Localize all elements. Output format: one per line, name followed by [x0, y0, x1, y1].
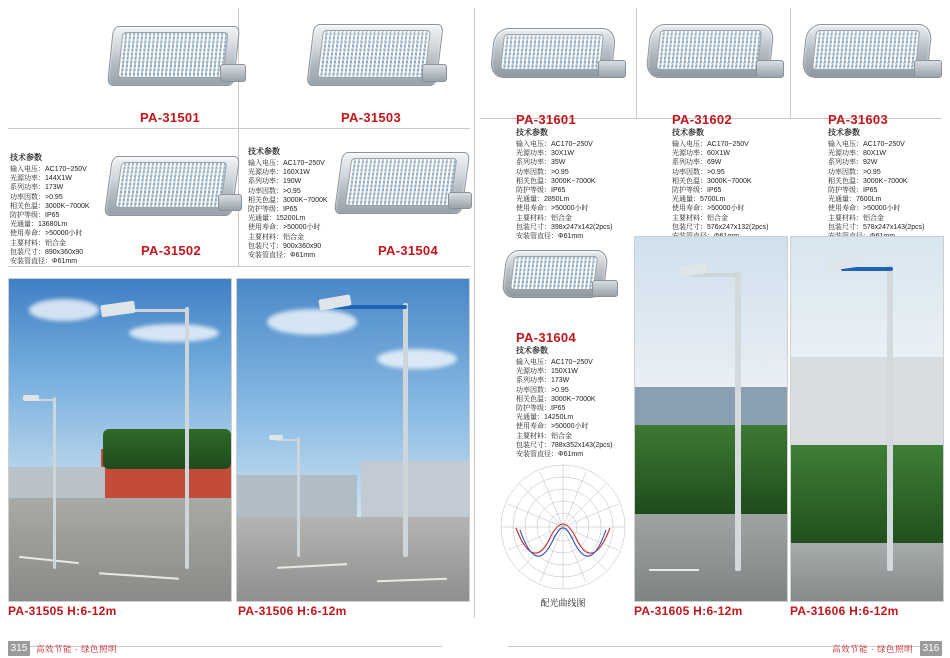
model-label-pa-31501: PA-31501	[140, 110, 200, 125]
lamp-arm	[598, 60, 626, 78]
spec-line: 输入电压：AC170~250V	[516, 359, 593, 366]
divider-center-vertical	[474, 8, 475, 618]
spec-line: 防护等级：IP65	[828, 187, 878, 195]
lamp-head	[269, 435, 283, 440]
model-label-pa-31502: PA-31502	[141, 243, 201, 258]
lamp-head	[23, 395, 39, 401]
lamp-pole	[735, 271, 741, 571]
scene-caption-pa-31506: PA-31506 H:6-12m	[238, 604, 347, 618]
product-image-pa-31501	[100, 8, 245, 98]
product-image-pa-31601	[486, 14, 626, 96]
road	[9, 498, 231, 601]
spec-block-pa-31604	[516, 345, 628, 459]
spec-line: 使用寿命：>50000小时	[828, 205, 901, 213]
spec-heading: 技术参数	[516, 346, 548, 355]
scene-caption-pa-31605: PA-31605 H:6-12m	[634, 604, 743, 618]
lamp-pole	[403, 303, 408, 557]
spec-line: 功率因数：>0.95	[516, 386, 569, 394]
model-label-pa-31601: PA-31601	[516, 112, 576, 127]
spec-line: 光源功率：30X1W	[516, 150, 574, 158]
lamp-arm	[592, 280, 618, 297]
lane-marking	[649, 569, 699, 571]
spec-line: 主要材料：铝合金	[10, 239, 66, 247]
spec-line: 包装尺寸：900x360x90	[248, 242, 322, 250]
spec-line: 输入电压：AC170~250V	[516, 141, 593, 148]
led-panel	[656, 30, 762, 70]
spec-line: 光源功率：144X1W	[10, 175, 72, 183]
lamp-pole	[297, 437, 300, 557]
spec-line: 使用寿命：>50000小时	[516, 423, 589, 431]
led-panel	[500, 34, 604, 70]
spec-line: 防护等级：IP65	[516, 405, 566, 413]
scene-caption-pa-31505: PA-31505 H:6-12m	[8, 604, 117, 618]
spec-heading: 技术参数	[10, 153, 42, 162]
scene-caption-pa-31606: PA-31606 H:6-12m	[790, 604, 899, 618]
spec-line: 光源功率：80X1W	[828, 150, 886, 158]
footer-slogan-left: 高效节能 · 绿色照明	[36, 644, 118, 654]
spec-line: 系列功率：69W	[672, 159, 722, 167]
scene-photo-pa-31606	[790, 236, 944, 602]
spec-line: 防护等级：IP65	[248, 206, 298, 214]
spec-line: 光通量：13680Lm	[10, 221, 68, 229]
spec-line: 包装尺寸：398x247x142(2pcs)	[516, 223, 613, 231]
spec-list	[10, 165, 110, 266]
lamp-arm	[448, 192, 472, 209]
tree-row	[103, 429, 231, 469]
spec-line: 包装尺寸：578x247x143(2pcs)	[828, 223, 925, 231]
spec-line: 包装尺寸：890x360x90	[10, 248, 84, 256]
spec-line: 主要材料：铝合金	[672, 214, 728, 222]
spec-block-pa-31502	[10, 152, 110, 266]
spec-line: 安装管直径：Φ61mm	[248, 252, 316, 260]
spec-line: 输入电压：AC170~250V	[672, 141, 749, 148]
page-number-right: 316	[920, 641, 942, 656]
spec-line: 安装管直径：Φ61mm	[516, 233, 584, 241]
lamp-arm	[756, 60, 784, 78]
lamp-arm	[422, 64, 447, 82]
spec-line: 相关色温：3000K~7000K	[248, 196, 328, 204]
spec-line: 光通量：14250Lm	[516, 414, 574, 422]
road	[791, 543, 943, 601]
spec-line: 输入电压：AC170~250V	[10, 166, 87, 173]
photometric-curve-diagram	[498, 462, 628, 592]
spec-line: 系列功率：190W	[248, 178, 302, 186]
spec-line: 系列功率：35W	[516, 159, 566, 167]
spec-line: 主要材料：铝合金	[248, 233, 304, 241]
spec-line: 包装尺寸：576x247x132(2pcs)	[672, 223, 769, 231]
spec-list	[516, 358, 628, 459]
lamp-pole	[887, 265, 893, 571]
spec-list	[672, 140, 782, 241]
spec-line: 防护等级：IP65	[516, 187, 566, 195]
polar-curve-svg	[498, 462, 628, 592]
spec-line: 相关色温：3000K~7000K	[516, 395, 596, 403]
spec-heading: 技术参数	[828, 128, 860, 137]
spec-line: 功率因数：>0.95	[828, 168, 881, 176]
footer-slogan-right: 高效节能 · 绿色照明	[832, 644, 914, 654]
led-panel	[118, 32, 229, 78]
spec-line: 功率因数：>0.95	[248, 187, 301, 195]
lamp-arm	[220, 64, 246, 82]
spec-line: 光源功率：150X1W	[516, 368, 578, 376]
model-label-pa-31504: PA-31504	[378, 243, 438, 258]
model-label-pa-31503: PA-31503	[341, 110, 401, 125]
model-label-pa-31604: PA-31604	[516, 330, 576, 345]
spec-line: 光通量：2850Lm	[516, 196, 570, 204]
led-panel	[317, 30, 431, 78]
scene-photo-pa-31506	[236, 278, 470, 602]
spec-line: 光通量：7600Lm	[828, 196, 882, 204]
divider-left-upper	[8, 128, 470, 129]
spec-line: 相关色温：3000K~7000K	[828, 177, 908, 185]
spec-line: 安装管直径：Φ61mm	[516, 451, 584, 459]
led-panel	[510, 256, 598, 290]
spec-line: 使用寿命：>50000小时	[10, 230, 83, 238]
cloud	[29, 299, 99, 321]
spec-line: 使用寿命：>50000小时	[516, 205, 589, 213]
spec-line: 使用寿命：>50000小时	[672, 205, 745, 213]
spec-line: 相关色温：3000K~7000K	[10, 202, 90, 210]
spec-line: 光源功率：60X1W	[672, 150, 730, 158]
product-image-pa-31503	[300, 8, 445, 98]
led-panel	[115, 162, 227, 208]
spec-line: 输入电压：AC170~250V	[828, 141, 905, 148]
page-number-left: 315	[8, 641, 30, 656]
cloud	[267, 309, 357, 335]
product-image-pa-31602	[642, 12, 784, 98]
spec-line: 相关色温：3000K~7000K	[516, 177, 596, 185]
spec-line: 光通量：5700Lm	[672, 196, 726, 204]
spec-line: 功率因数：>0.95	[672, 168, 725, 176]
lamp-pole	[185, 307, 189, 569]
road	[237, 517, 469, 601]
product-image-pa-31502	[100, 140, 240, 228]
spec-block-pa-31602	[672, 127, 782, 241]
spec-line: 系列功率：173W	[516, 377, 570, 385]
scene-photo-pa-31605	[634, 236, 788, 602]
spec-line: 使用寿命：>50000小时	[248, 224, 321, 232]
product-image-pa-31604	[498, 238, 618, 318]
spec-heading: 技术参数	[672, 128, 704, 137]
spec-block-pa-31603	[828, 127, 940, 241]
cloud	[129, 324, 219, 342]
product-image-pa-31603	[798, 12, 942, 98]
spec-line: 相关色温：3000K~7000K	[672, 177, 752, 185]
spec-line: 光源功率：160X1W	[248, 169, 310, 177]
spec-line: 防护等级：IP65	[672, 187, 722, 195]
spec-line: 主要材料：铝合金	[516, 432, 572, 440]
spec-line: 主要材料：铝合金	[516, 214, 572, 222]
lamp-arm	[914, 60, 942, 78]
spec-line: 包装尺寸：788x352x143(2pcs)	[516, 441, 613, 449]
model-label-pa-31603: PA-31603	[828, 112, 888, 127]
scene-photo-pa-31505	[8, 278, 232, 602]
spec-list	[516, 140, 626, 241]
spec-line: 系列功率：173W	[10, 184, 64, 192]
divider-right-v2	[790, 8, 791, 118]
divider-right-v1	[636, 8, 637, 118]
led-panel	[345, 158, 458, 206]
spec-heading: 技术参数	[516, 128, 548, 137]
tree-row	[635, 425, 787, 517]
spec-line: 功率因数：>0.95	[516, 168, 569, 176]
lamp-pole	[53, 397, 56, 569]
spec-line: 防护等级：IP65	[10, 212, 60, 220]
lamp-arm	[218, 194, 242, 211]
spec-line: 主要材料：铝合金	[828, 214, 884, 222]
spec-block-pa-31601	[516, 127, 626, 241]
spec-line: 功率因数：>0.95	[10, 193, 63, 201]
spec-list	[828, 140, 940, 241]
spec-line: 系列功率：92W	[828, 159, 878, 167]
spec-line: 光通量：15200Lm	[248, 215, 306, 223]
polar-curve-caption: 配光曲线图	[540, 598, 586, 608]
cloud	[377, 349, 457, 369]
led-panel	[812, 30, 920, 70]
spec-heading: 技术参数	[248, 147, 280, 156]
product-image-pa-31504	[330, 138, 470, 226]
hedge	[791, 445, 943, 543]
model-label-pa-31602: PA-31602	[672, 112, 732, 127]
road	[635, 514, 787, 601]
spec-line: 安装管直径：Φ61mm	[10, 258, 78, 266]
spec-line: 输入电压：AC170~250V	[248, 160, 325, 167]
